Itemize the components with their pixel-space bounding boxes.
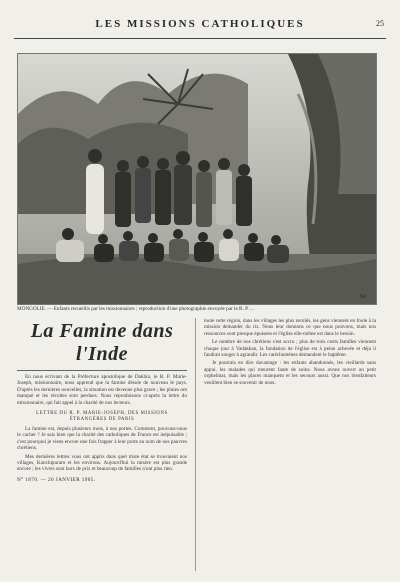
left-column [17,318,187,578]
body-paragraph: Mes dernières lettres vous ont appris dans quel triste état se trouvaient nos villages, Kanchipuram et les environs. Aujourd'hui la misère est plus grande encore ; les vivres sont hors de prix et beaucoup de familles n'ont plus rien. [17,453,187,473]
journal-title: LES MISSIONS CATHOLIQUES [95,18,305,30]
article-title: La Famine dans l'Inde [30,320,174,365]
page-number: 25 [376,19,384,28]
letter-heading: LETTRE DU R. P. MARIE-JOSEPH, DES MISSIONS ÉTRANGÈRES DE PARIS [36,411,168,423]
body-paragraph: Le nombre de nos chrétiens s'est accru ; plus de trois cents familles viennent chaque jour à Vadakkan, la fondation de l'église est à peine achevée et déjà il faudrait songer à agrandir. Les catéchumènes demandent le baptême. [204,339,376,359]
column-divider [195,318,196,571]
photo-caption: MONGOLIE. — Enfants recueillis par les missionnaires ; reproduction d'une photographie envoyée par le R. P. ... [17,306,254,312]
page-header [14,14,386,39]
right-column [204,318,376,578]
issue-line: N° 1870. — 20 JANVIER 1905. [17,476,96,483]
body-paragraph: toute cette région, dans les villages les plus reculés, les gens viennent en foule à la mission demander du riz. Nous leur donnons ce que nous pouvons, mais nos ressources sont presque épuisées et l'église elle-même est dans le besoin. [204,318,376,337]
mission-photo [17,53,377,305]
body-paragraph: Je pourrais en dire davantage : les enfants abandonnés, les vieillards sans appui, les malades qui meurent faute de soins. Nous avons ouvert un petit orphelinat, mais les places manquent et les secours aussi. Que nos bienfaiteurs veuillent bien se souvenir de nous. [204,360,376,386]
body-paragraph: La famine est, depuis plusieurs mois, à nos portes. Comment, pouvons-nous le cacher ? Je sais bien que la charité des catholiques de France est inépuisable ; c'est pourquoi je viens encore une fois frapper à leur porte au nom de nos pauvres chrétiens. [17,426,187,452]
article-intro: En nous écrivant de la Préfecture apostolique de Dakhin, le R. P. Marie-Joseph, missionnaire, nous apprend que la famine désole de nouveau le pays. D'après les dernières nouvelles, la situation est devenue plus grave ; les pluies ont manqué et les récoltes sont perdues. Nous reproduisons ci-après la lettre du missionnaire, qui fait appel à la charité de nos lecteurs. [17,374,187,406]
photo-illustration [18,54,376,304]
photo-credit: Nd [360,295,367,300]
title-rule [17,370,187,371]
